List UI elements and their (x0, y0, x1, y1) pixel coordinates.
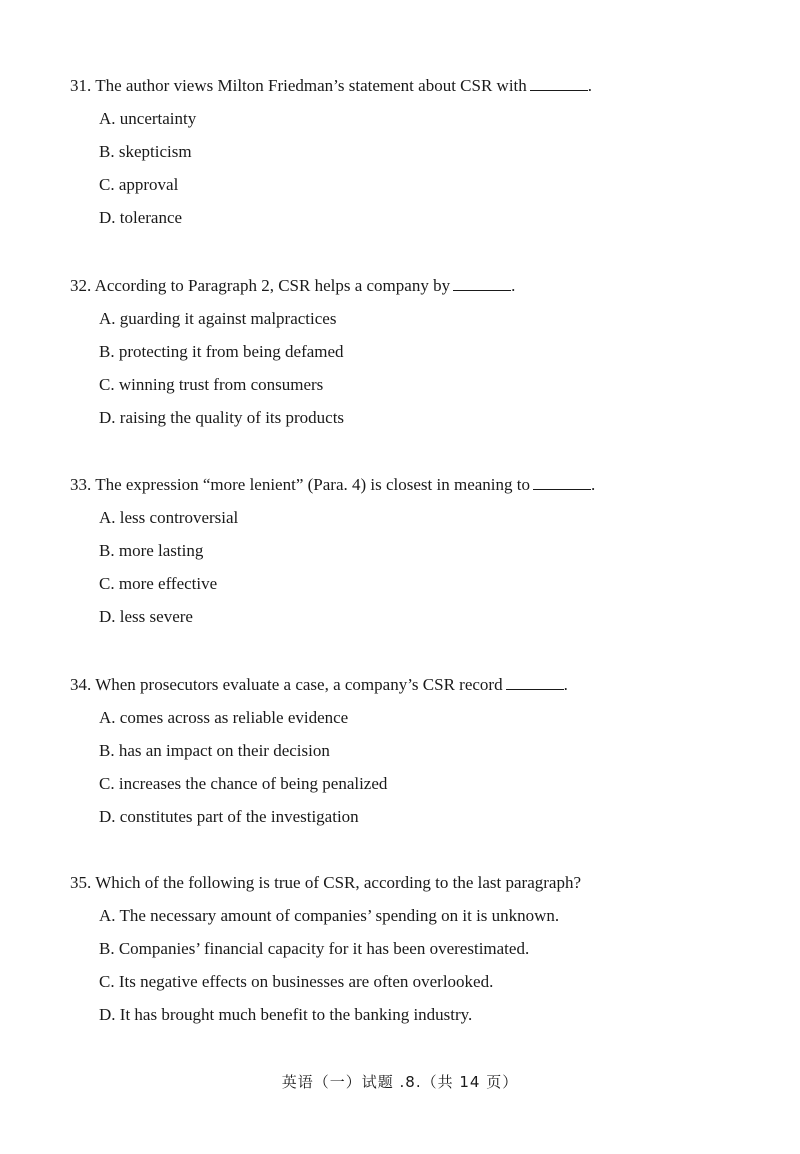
answer-blank (533, 475, 591, 490)
question-end: . (591, 475, 596, 494)
option-a[interactable] (99, 307, 800, 331)
question-end: . (563, 675, 568, 694)
option-c[interactable] (99, 572, 800, 596)
option-text: increases the chance of being penalized (118, 774, 388, 793)
page-footer: 英语（一）试题 .8.（共 14 页） (281, 1073, 519, 1091)
option-letter: A. (99, 309, 116, 328)
option-list (0, 706, 800, 829)
question-34 (0, 673, 800, 829)
option-text: Its negative effects on businesses are often overlooked. (118, 972, 494, 991)
option-text: uncertainty (119, 109, 197, 128)
option-b[interactable] (99, 739, 800, 763)
option-text: protecting it from being defamed (118, 342, 344, 361)
question-stem (70, 871, 800, 895)
question-text: The expression “more lenient” (Para. 4) is closest in meaning to (95, 475, 530, 494)
option-text: approval (118, 175, 179, 194)
option-text: less controversial (119, 508, 239, 527)
question-stem (70, 274, 800, 298)
option-letter: D. (99, 807, 116, 826)
option-letter: A. (99, 508, 116, 527)
option-text: It has brought much benefit to the banking industry. (119, 1005, 473, 1024)
option-list (0, 307, 800, 430)
option-letter: D. (99, 408, 116, 427)
option-letter: B. (99, 342, 115, 361)
option-text: Companies’ financial capacity for it has been overestimated. (118, 939, 530, 958)
option-letter: C. (99, 574, 115, 593)
question-33 (0, 473, 800, 629)
option-c[interactable] (99, 173, 800, 197)
option-letter: B. (99, 741, 115, 760)
option-text: winning trust from consumers (118, 375, 324, 394)
option-letter: C. (99, 972, 115, 991)
option-a[interactable] (99, 506, 800, 530)
question-number: 33. (70, 475, 92, 494)
option-text: less severe (119, 607, 193, 626)
option-d[interactable] (99, 1003, 800, 1027)
question-number: 32. (70, 276, 92, 295)
question-text: When prosecutors evaluate a case, a company’s CSR record (95, 675, 503, 694)
option-text: more effective (118, 574, 218, 593)
option-d[interactable] (99, 406, 800, 430)
option-text: skepticism (118, 142, 192, 161)
question-35 (0, 871, 800, 1027)
question-stem (70, 673, 800, 697)
option-letter: B. (99, 142, 115, 161)
option-text: has an impact on their decision (118, 741, 330, 760)
option-letter: A. (99, 708, 116, 727)
question-stem (70, 473, 800, 497)
question-text: The author views Milton Friedman’s statement about CSR with (95, 76, 527, 95)
option-letter: D. (99, 1005, 116, 1024)
question-number: 31. (70, 76, 92, 95)
question-end: . (511, 276, 516, 295)
option-text: more lasting (118, 541, 204, 560)
question-31 (0, 74, 800, 230)
option-letter: D. (99, 208, 116, 227)
option-letter: A. (99, 109, 116, 128)
option-c[interactable] (99, 373, 800, 397)
option-letter: D. (99, 607, 116, 626)
option-a[interactable] (99, 107, 800, 131)
option-text: guarding it against malpractices (119, 309, 337, 328)
option-list (0, 506, 800, 629)
question-end: . (587, 76, 593, 95)
answer-blank (506, 675, 564, 690)
option-b[interactable] (99, 140, 800, 164)
option-list (0, 904, 800, 1027)
option-text: tolerance (119, 208, 183, 227)
question-32 (0, 274, 800, 430)
option-letter: B. (99, 541, 115, 560)
option-text: comes across as reliable evidence (119, 708, 349, 727)
question-stem (70, 74, 800, 98)
option-c[interactable] (99, 772, 800, 796)
option-letter: A. (99, 906, 116, 925)
option-d[interactable] (99, 605, 800, 629)
question-number: 34. (70, 675, 92, 694)
option-d[interactable] (99, 805, 800, 829)
option-list (0, 107, 800, 230)
option-c[interactable] (99, 970, 800, 994)
option-b[interactable] (99, 937, 800, 961)
option-letter: C. (99, 375, 115, 394)
option-letter: C. (99, 175, 115, 194)
option-a[interactable] (99, 706, 800, 730)
question-text: Which of the following is true of CSR, according to the last paragraph? (95, 873, 581, 892)
answer-blank (530, 76, 588, 91)
option-text: raising the quality of its products (119, 408, 345, 427)
option-b[interactable] (99, 539, 800, 563)
question-text: According to Paragraph 2, CSR helps a company by (94, 276, 451, 295)
option-d[interactable] (99, 206, 800, 230)
option-text: The necessary amount of companies’ spending on it is unknown. (119, 906, 560, 925)
question-number: 35. (70, 873, 92, 892)
option-letter: B. (99, 939, 115, 958)
option-text: constitutes part of the investigation (119, 807, 359, 826)
option-letter: C. (99, 774, 115, 793)
option-b[interactable] (99, 340, 800, 364)
answer-blank (453, 276, 511, 291)
option-a[interactable] (99, 904, 800, 928)
